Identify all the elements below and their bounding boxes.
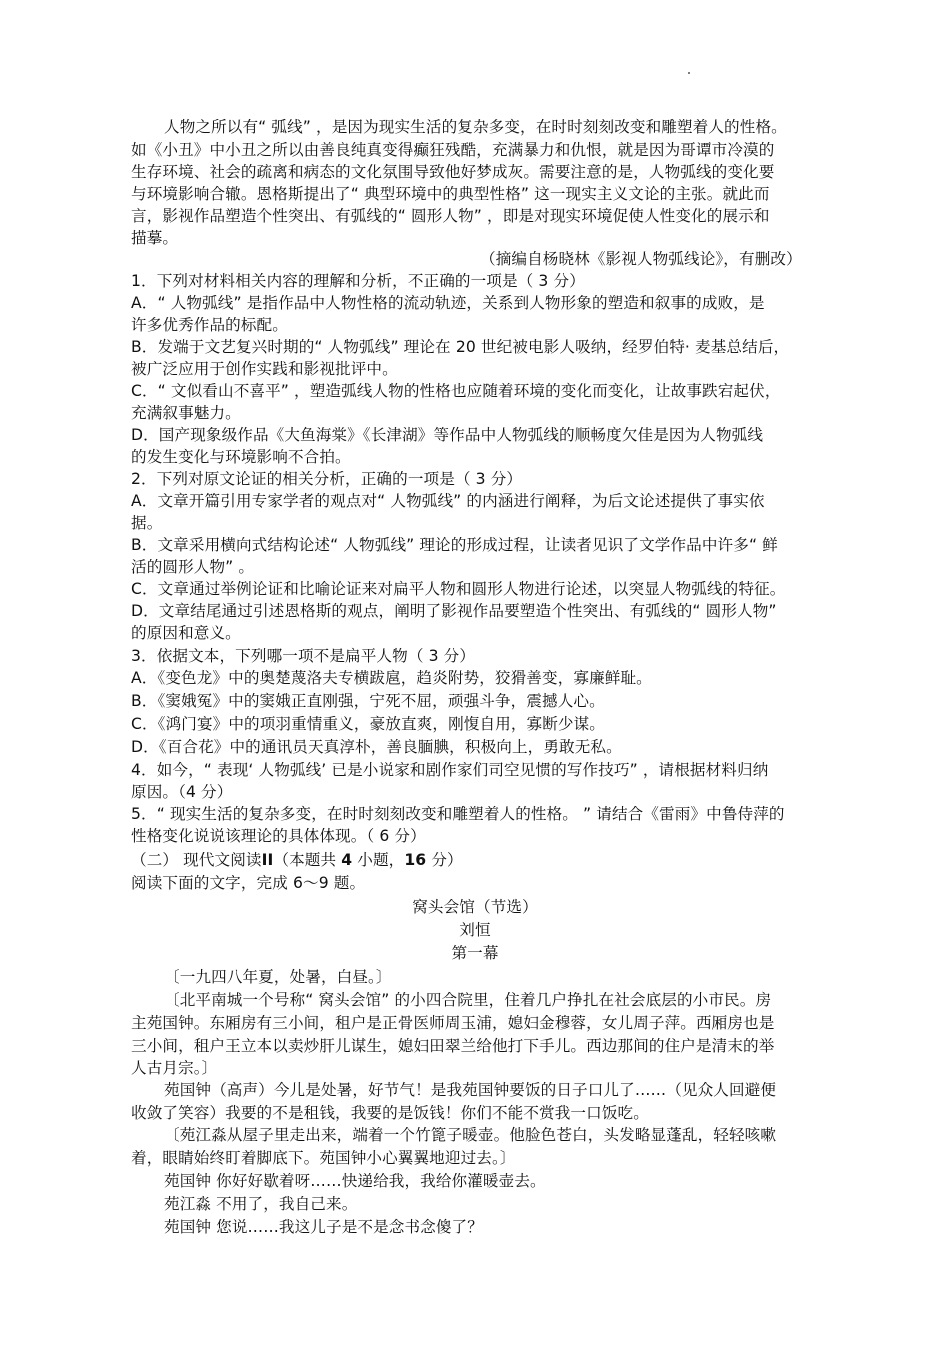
section-header-mid2: 小题， <box>352 851 405 869</box>
passage-line: 言，影视作品塑造个性突出、有弧线的“ 圆形人物” ，即是对现实环境促使人性变化的展示和 <box>131 207 770 225</box>
play-author: 刘恒 <box>459 921 491 939</box>
option-line: 许多优秀作品的标配。 <box>131 316 288 334</box>
option-line: C．《鸿门宴》中的项羽重情重义，豪放直爽，刚愎自用，寡断少谋。 <box>131 715 606 733</box>
section-header-numeral: II <box>261 851 274 869</box>
question-4-stem-cont: 原因。（4 分） <box>131 783 233 801</box>
section-header-mid1: （本题共 <box>273 851 342 869</box>
option-line: 被广泛应用于创作实践和影视批评中。 <box>131 360 398 378</box>
dialogue-line: 苑国钟（高声）今儿是处暑，好节气！是我苑国钟要饭的日子口儿了……（见众人回避便 <box>164 1081 777 1099</box>
play-act: 第一幕 <box>451 944 499 962</box>
passage-line: 生存环境、社会的疏离和病态的文化氛围导致他好梦成灰。需要注意的是，人物弧线的变化要 <box>131 163 775 181</box>
dialogue-line: 苑江淼 不用了，我自己来。 <box>164 1195 358 1213</box>
option-line: B．发端于文艺复兴时期的“ 人物弧线” 理论在 20 世纪被电影人吸纳，经罗伯特· 麦基总结后， <box>131 338 790 356</box>
section-header-pre: （二） 现代文阅读 <box>131 851 262 869</box>
option-line: 据。 <box>131 514 163 532</box>
option-line: A．《变色龙》中的奥楚蔑洛夫专横跋扈，趋炎附势，狡猾善变，寡廉鲜耻。 <box>131 669 652 687</box>
option-line: B．文章采用横向式结构论述“ 人物弧线” 理论的形成过程，让读者见识了文学作品中许多“ 鲜 <box>131 536 778 554</box>
passage-line: 与环境影响合辙。恩格斯提出了“ 典型环境中的典型性格” 这一现实主义文论的主张。就此而 <box>131 185 770 203</box>
option-line: A．“ 人物弧线” 是指作品中人物性格的流动轨迹，关系到人物形象的塑造和叙事的成败，是 <box>131 294 765 312</box>
question-2-stem: 2．下列对原文论证的相关分析，正确的一项是（ 3 分） <box>131 470 523 488</box>
question-3-stem: 3．依据文本，下列哪一项不是扁平人物（ 3 分） <box>131 647 476 665</box>
play-title: 窝头会馆（节选） <box>412 898 538 916</box>
option-line: A．文章开篇引用专家学者的观点对“ 人物弧线” 的内涵进行阐释，为后文论述提供了事实依 <box>131 492 765 510</box>
stage-direction: 〔一九四八年夏，处暑，白昼。〕 <box>164 968 392 986</box>
option-line: D．国产现象级作品《大鱼海棠》《长津湖》等作品中人物弧线的顺畅度欠佳是因为人物弧线 <box>131 426 764 444</box>
option-line: C．文章通过举例论证和比喻论证来对扁平人物和圆形人物进行论述，以突显人物弧线的特征。 <box>131 580 786 598</box>
question-5-stem: 5．“ 现实生活的复杂多变，在时时刻刻改变和雕塑着人的性格。 ” 请结合《雷雨》中鲁侍萍的 <box>131 805 785 823</box>
stage-direction: 〔北平南城一个号称“ 窝头会馆” 的小四合院里，住着几户挣扎在社会底层的小市民。房 <box>164 991 772 1009</box>
passage-line: 人物之所以有“ 弧线” ，是因为现实生活的复杂多变，在时时刻刻改变和雕塑着人的性格。 <box>164 118 787 136</box>
stage-direction: 人古月宗。〕 <box>131 1059 218 1077</box>
dialogue-line: 苑国钟 你好好歇着呀……快递给我，我给你灌暖壶去。 <box>164 1172 546 1190</box>
section-instruction: 阅读下面的文字，完成 6～9 题。 <box>131 874 366 892</box>
section-header <box>131 849 463 871</box>
option-line: 的原因和意义。 <box>131 624 241 642</box>
question-5-stem-cont: 性格变化说说该理论的具体体现。（ 6 分） <box>131 827 426 845</box>
page-mark <box>688 72 690 74</box>
option-line: B．《窦娥冤》中的窦娥正直刚强，宁死不屈，顽强斗争，震撼人心。 <box>131 692 605 710</box>
passage-source: （摘编自杨晓林《影视人物弧线论》，有删改） <box>480 250 802 268</box>
stage-direction: 着，眼睛始终盯着脚底下。苑国钟小心翼翼地迎过去。〕 <box>131 1149 516 1167</box>
option-line: C．“ 文似看山不喜平” ，塑造弧线人物的性格也应随着环境的变化而变化，让故事跌宕起伏， <box>131 382 781 400</box>
passage-line: 描摹。 <box>131 229 179 247</box>
section-header-count: 4 <box>341 851 353 869</box>
section-header-post: 分） <box>426 851 463 869</box>
option-line: D．《百合花》中的通讯员天真淳朴，善良腼腆，积极向上，勇敢无私。 <box>131 738 622 756</box>
section-header-score: 16 <box>404 851 427 869</box>
option-line: D．文章结尾通过引述恩格斯的观点，阐明了影视作品要塑造个性突出、有弧线的“ 圆形人物” <box>131 602 777 620</box>
question-4-stem: 4．如今，“ 表现‘ 人物弧线’ 已是小说家和剧作家们司空见惯的写作技巧” ，请根据材料归纳 <box>131 761 769 779</box>
stage-direction: 三小间，租户王立本以卖炒肝儿谋生，媳妇田翠兰给他打下手儿。西边那间的住户是清末的举 <box>131 1037 775 1055</box>
option-line: 的发生变化与环境影响不合拍。 <box>131 448 351 466</box>
passage-line: 如《小丑》中小丑之所以由善良纯真变得癫狂残酷，充满暴力和仇恨，就是因为哥谭市冷漠的 <box>131 141 775 159</box>
option-line: 活的圆形人物” 。 <box>131 558 255 576</box>
question-1-stem: 1．下列对材料相关内容的理解和分析，不正确的一项是（ 3 分） <box>131 272 585 290</box>
stage-direction: 主苑国钟。东厢房有三小间，租户是正骨医师周玉浦，媳妇金穆蓉，女儿周子萍。西厢房也是 <box>131 1014 775 1032</box>
dialogue-line: 收敛了笑容）我要的不是租钱，我要的是饭钱！你们不能不赏我一口饭吃。 <box>131 1104 649 1122</box>
option-line: 充满叙事魅力。 <box>131 404 241 422</box>
dialogue-line: 苑国钟 您说……我这儿子是不是念书念傻了？ <box>164 1218 483 1236</box>
stage-direction: 〔苑江淼从屋子里走出来，端着一个竹篦子暖壶。他脸色苍白，头发略显蓬乱，轻轻咳嗽 <box>164 1126 777 1144</box>
